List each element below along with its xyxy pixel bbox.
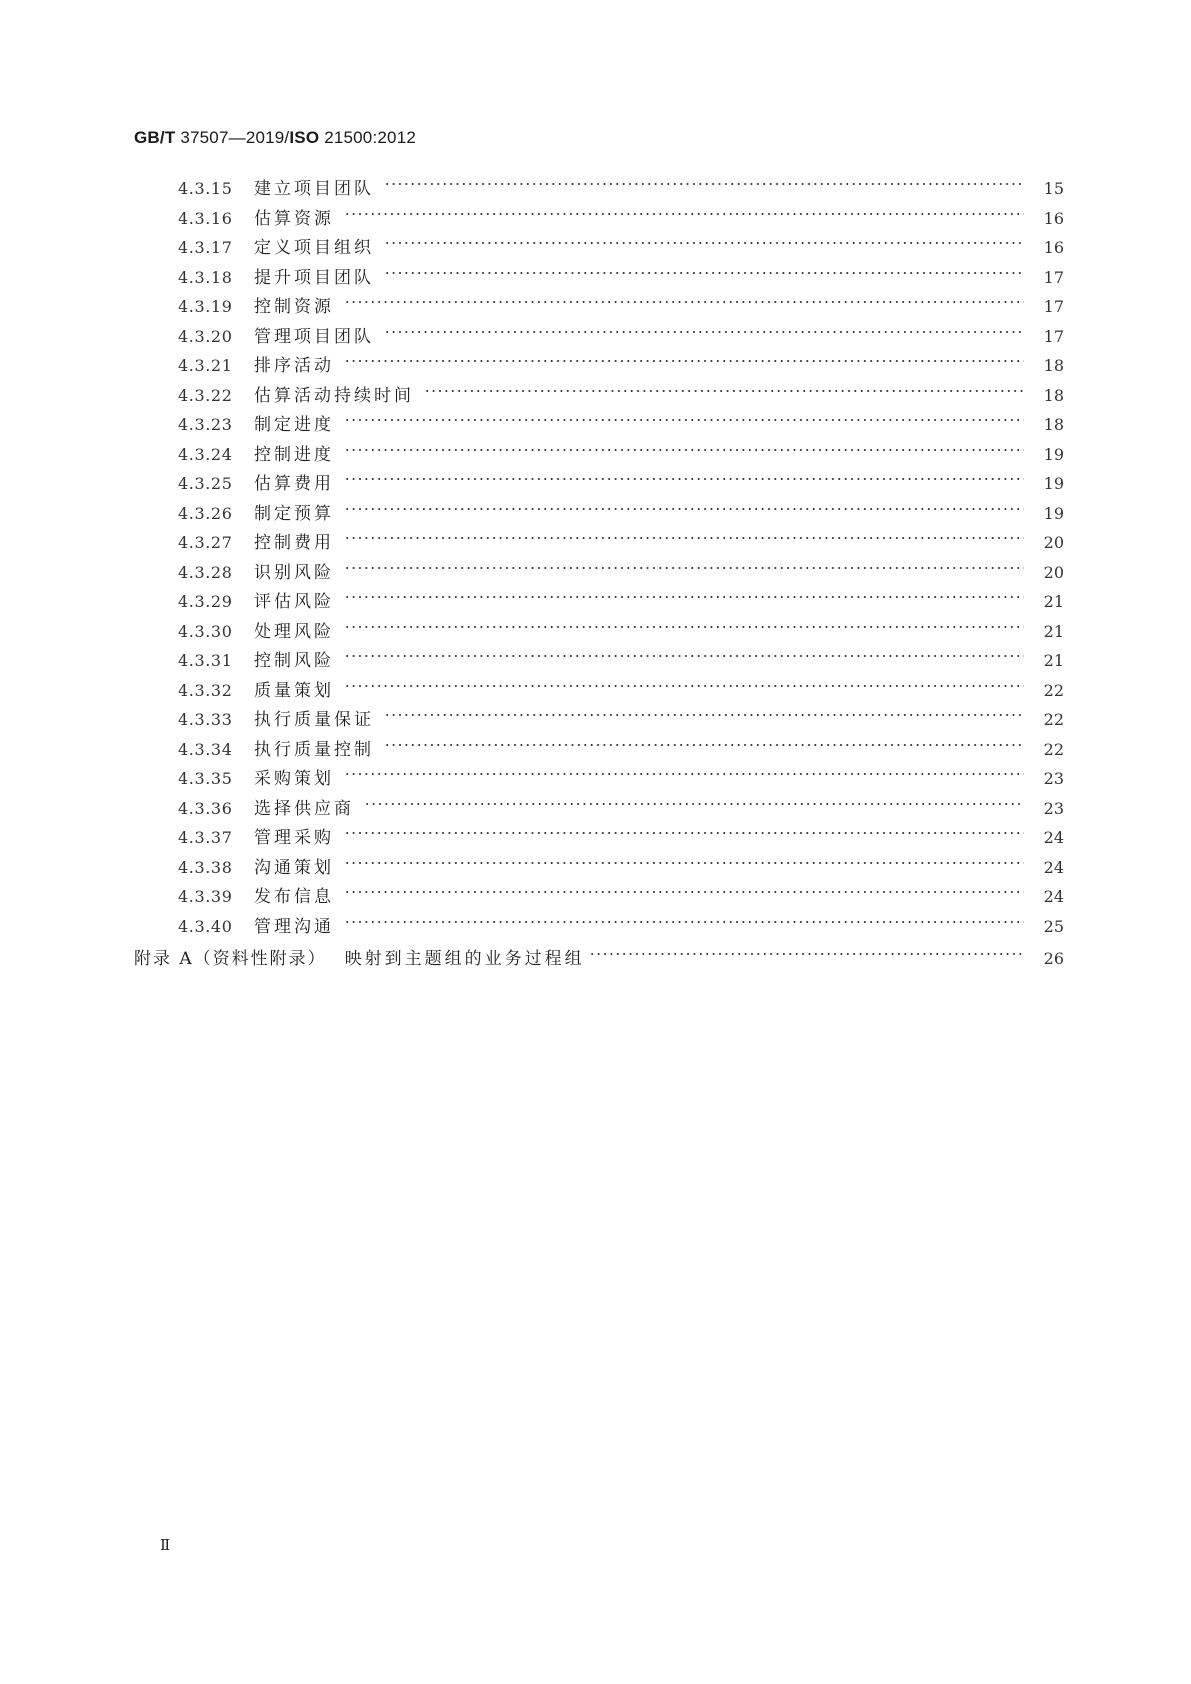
toc-entry-page: 22 bbox=[1043, 680, 1064, 700]
toc-dot-leader bbox=[342, 284, 1030, 312]
toc-dot-leader bbox=[587, 936, 1030, 964]
toc-entry[interactable] bbox=[178, 314, 1064, 347]
toc-entry[interactable] bbox=[178, 461, 1064, 494]
toc-entry-number: 4.3.25 bbox=[178, 474, 233, 493]
toc-dot-leader bbox=[342, 432, 1030, 460]
toc-entry-title: 制定进度 bbox=[254, 415, 334, 435]
toc-entry-number: 4.3.20 bbox=[178, 326, 233, 346]
toc-dot-leader bbox=[362, 786, 1030, 814]
toc-entry-page: 17 bbox=[1043, 267, 1064, 287]
toc-entry-page: 19 bbox=[1043, 474, 1064, 493]
toc-entry-title: 沟通策划 bbox=[254, 857, 334, 878]
toc-entry[interactable] bbox=[178, 432, 1064, 465]
toc-entry[interactable] bbox=[178, 402, 1064, 435]
toc-entry-number: 4.3.27 bbox=[178, 533, 233, 552]
page-number-footer: Ⅱ bbox=[160, 1536, 170, 1554]
toc-entry-page: 18 bbox=[1043, 356, 1064, 375]
toc-entry[interactable] bbox=[178, 904, 1064, 937]
standard-number: 37507—2019/ bbox=[175, 128, 290, 147]
toc-entry[interactable] bbox=[178, 373, 1064, 406]
toc-entry-title: 管理采购 bbox=[254, 828, 334, 848]
toc-entry[interactable] bbox=[178, 815, 1064, 848]
toc-entry-number: 4.3.36 bbox=[178, 798, 233, 818]
toc-entry[interactable] bbox=[178, 579, 1064, 612]
toc-entry-number: 4.3.28 bbox=[178, 562, 233, 582]
toc-entry[interactable] bbox=[178, 550, 1064, 583]
toc-entry-title: 执行质量控制 bbox=[254, 739, 374, 760]
toc-entry-title: 估算活动持续时间 bbox=[254, 385, 414, 406]
toc-entry[interactable] bbox=[178, 520, 1064, 553]
toc-entry-number: 4.3.24 bbox=[178, 444, 233, 464]
toc-entry-page: 18 bbox=[1043, 415, 1064, 434]
toc-entry-page: 15 bbox=[1043, 179, 1064, 198]
standard-code-iso: ISO bbox=[289, 128, 320, 147]
toc-dot-leader bbox=[342, 845, 1030, 873]
toc-entry-number: 4.3.40 bbox=[178, 916, 233, 936]
toc-entry-title: 处理风险 bbox=[254, 621, 334, 642]
toc-dot-leader bbox=[382, 727, 1030, 755]
toc-dot-leader bbox=[342, 756, 1030, 784]
toc-entry-number: 4.3.33 bbox=[178, 710, 233, 729]
toc-entry-title: 制定预算 bbox=[254, 503, 334, 524]
toc-dot-leader bbox=[342, 874, 1030, 902]
toc-dot-leader bbox=[342, 550, 1030, 578]
toc-entry-title: 控制风险 bbox=[254, 651, 334, 671]
toc-dot-leader bbox=[342, 520, 1030, 548]
toc-entry-page: 20 bbox=[1043, 562, 1064, 582]
toc-entry-page: 18 bbox=[1043, 385, 1064, 405]
toc-entry-number: 4.3.16 bbox=[178, 208, 233, 228]
toc-entry-number: 4.3.17 bbox=[178, 238, 233, 257]
toc-entry-number: 4.3.29 bbox=[178, 592, 233, 611]
appendix-title: 映射到主题组的业务过程组 bbox=[344, 949, 585, 969]
appendix-label: 附录 A（资料性附录） bbox=[134, 949, 327, 969]
toc-entry-title: 估算费用 bbox=[254, 474, 334, 494]
toc-entry-number: 4.3.31 bbox=[178, 651, 233, 670]
toc-entry-number: 4.3.23 bbox=[178, 415, 233, 434]
toc-entry-page: 16 bbox=[1043, 238, 1064, 257]
toc-entry-page: 16 bbox=[1043, 208, 1064, 228]
toc-appendix-entry[interactable] bbox=[134, 936, 1064, 969]
appendix-page: 26 bbox=[1043, 949, 1064, 968]
toc-entry[interactable] bbox=[178, 166, 1064, 199]
toc-dot-leader bbox=[382, 225, 1030, 253]
toc-entry[interactable] bbox=[178, 255, 1064, 288]
standard-code-gbt: GB/T bbox=[134, 128, 176, 147]
toc-dot-leader bbox=[382, 697, 1030, 725]
toc-dot-leader bbox=[342, 579, 1030, 607]
toc-entry-title: 识别风险 bbox=[254, 562, 334, 583]
toc-entry-page: 17 bbox=[1043, 297, 1064, 316]
toc-entry[interactable] bbox=[178, 668, 1064, 701]
toc-entry-number: 4.3.38 bbox=[178, 857, 233, 877]
toc-entry-title: 发布信息 bbox=[254, 887, 334, 907]
toc-entry-page: 19 bbox=[1043, 503, 1064, 523]
toc-dot-leader bbox=[382, 314, 1030, 342]
toc-entry-page: 17 bbox=[1043, 326, 1064, 346]
toc-dot-leader bbox=[342, 461, 1030, 489]
toc-entry[interactable] bbox=[178, 756, 1064, 789]
toc-dot-leader bbox=[422, 373, 1030, 401]
toc-entry-title: 评估风险 bbox=[254, 592, 334, 612]
toc-entry-title: 提升项目团队 bbox=[254, 267, 374, 288]
toc-entry-number: 4.3.21 bbox=[178, 356, 233, 375]
toc-entry-page: 20 bbox=[1043, 533, 1064, 552]
toc-entry[interactable] bbox=[178, 225, 1064, 258]
toc-entry-page: 22 bbox=[1043, 710, 1064, 729]
toc-entry-page: 21 bbox=[1043, 651, 1064, 670]
toc-entry[interactable] bbox=[178, 343, 1064, 376]
toc-entry-title: 选择供应商 bbox=[254, 798, 354, 819]
toc-entry-page: 24 bbox=[1043, 887, 1064, 906]
toc-dot-leader bbox=[382, 166, 1030, 194]
toc-entry[interactable] bbox=[178, 727, 1064, 760]
toc-entry-number: 4.3.15 bbox=[178, 179, 233, 198]
toc-dot-leader bbox=[342, 904, 1030, 932]
toc-entry-title: 控制资源 bbox=[254, 297, 334, 317]
toc-entry-page: 23 bbox=[1043, 798, 1064, 818]
toc-entry-title: 采购策划 bbox=[254, 769, 334, 789]
toc-entry-number: 4.3.18 bbox=[178, 267, 233, 287]
toc-entry-title: 管理沟通 bbox=[254, 916, 334, 937]
toc-entry[interactable] bbox=[178, 638, 1064, 671]
toc-dot-leader bbox=[342, 668, 1030, 696]
toc-entry[interactable] bbox=[178, 491, 1064, 524]
toc-entry-title: 定义项目组织 bbox=[254, 238, 374, 258]
toc-entry-title: 控制费用 bbox=[254, 533, 334, 553]
toc-entry[interactable] bbox=[178, 196, 1064, 229]
toc-entry-page: 23 bbox=[1043, 769, 1064, 788]
toc-entry[interactable] bbox=[178, 845, 1064, 878]
toc-dot-leader bbox=[342, 196, 1030, 224]
toc-dot-leader bbox=[342, 638, 1030, 666]
toc-entry-number: 4.3.22 bbox=[178, 385, 233, 405]
toc-entry[interactable] bbox=[178, 874, 1064, 907]
toc-entry-number: 4.3.19 bbox=[178, 297, 233, 316]
toc-entry-page: 19 bbox=[1043, 444, 1064, 464]
toc-entry-title: 执行质量保证 bbox=[254, 710, 374, 730]
toc-entry-number: 4.3.35 bbox=[178, 769, 233, 788]
toc-entry-title: 建立项目团队 bbox=[254, 179, 374, 199]
toc-entry-number: 4.3.32 bbox=[178, 680, 233, 700]
toc-entry-number: 4.3.37 bbox=[178, 828, 233, 847]
toc-entry-page: 21 bbox=[1043, 621, 1064, 641]
toc-entry-number: 4.3.34 bbox=[178, 739, 233, 759]
toc-dot-leader bbox=[342, 491, 1030, 519]
toc-dot-leader bbox=[342, 609, 1030, 637]
toc-entry-title: 排序活动 bbox=[254, 356, 334, 376]
toc-entry[interactable] bbox=[178, 697, 1064, 730]
toc-entry[interactable] bbox=[178, 786, 1064, 819]
toc-entry-number: 4.3.26 bbox=[178, 503, 233, 523]
toc-entry[interactable] bbox=[178, 609, 1064, 642]
toc-dot-leader bbox=[342, 343, 1030, 371]
toc-entry-page: 22 bbox=[1043, 739, 1064, 759]
toc-entry[interactable] bbox=[178, 284, 1064, 317]
toc-entry-page: 25 bbox=[1043, 916, 1064, 936]
toc-entry-title: 控制进度 bbox=[254, 444, 334, 465]
toc-entry-title: 管理项目团队 bbox=[254, 326, 374, 347]
toc-entry-title: 质量策划 bbox=[254, 680, 334, 701]
toc-entry-number: 4.3.30 bbox=[178, 621, 233, 641]
toc-dot-leader bbox=[342, 402, 1030, 430]
toc-entry-page: 21 bbox=[1043, 592, 1064, 611]
standard-iso-number: 21500:2012 bbox=[319, 128, 417, 147]
toc-dot-leader bbox=[382, 255, 1030, 283]
toc-entry-page: 24 bbox=[1043, 828, 1064, 847]
toc-entry-title: 估算资源 bbox=[254, 208, 334, 229]
toc-dot-leader bbox=[342, 815, 1030, 843]
toc-entry-number: 4.3.39 bbox=[178, 887, 233, 906]
toc-entry-page: 24 bbox=[1043, 857, 1064, 877]
